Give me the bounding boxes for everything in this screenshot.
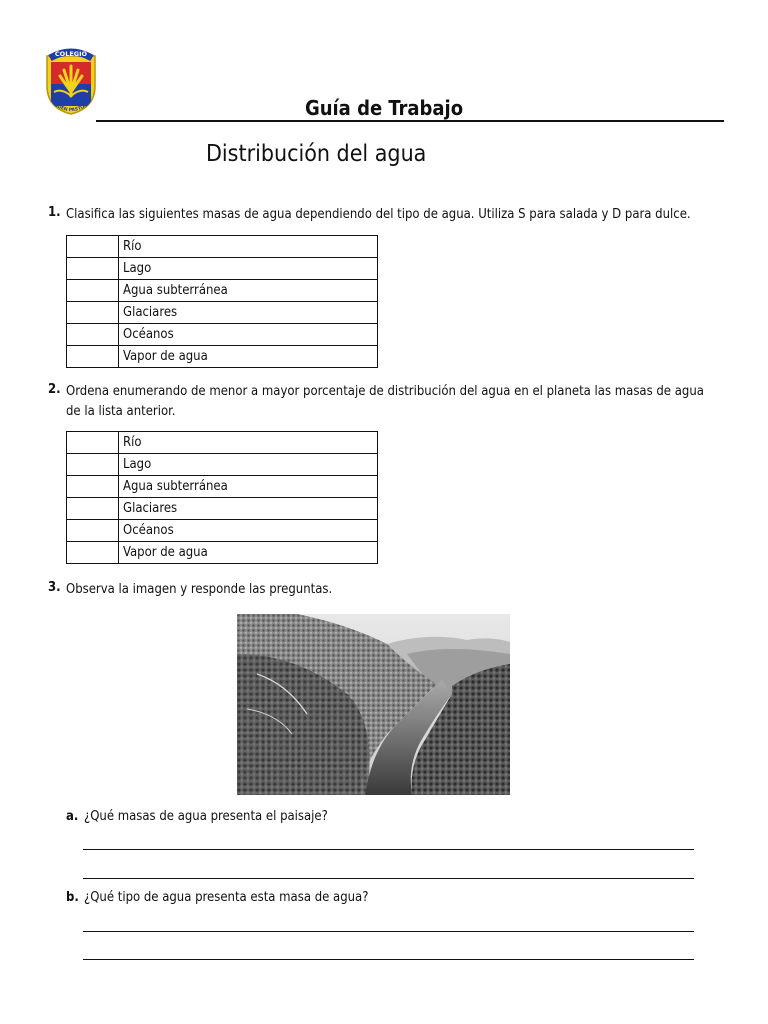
- water-body-label: Vapor de agua: [119, 542, 378, 564]
- water-body-label: Río: [119, 432, 378, 454]
- answer-cell[interactable]: [67, 346, 119, 368]
- sub-question-b: [66, 888, 368, 908]
- question-1: [48, 205, 708, 225]
- water-body-label: Vapor de agua: [119, 346, 378, 368]
- sub-question-a: [66, 807, 328, 827]
- header-rule: [96, 120, 724, 122]
- table-row: [67, 498, 378, 520]
- question-1-text: Clasifica las siguientes masas de agua dependiendo del tipo de agua. Utiliza S para salada y D para dulce.: [66, 207, 691, 222]
- crest-text-bottom: BUEN PASTOR: [53, 103, 89, 114]
- water-body-label: Agua subterránea: [119, 280, 378, 302]
- question-3-number: 3.: [48, 580, 61, 595]
- document-title: Distribución del agua: [206, 141, 427, 167]
- table-row: [67, 324, 378, 346]
- answer-line[interactable]: [83, 959, 694, 960]
- table-row: [67, 520, 378, 542]
- answer-cell[interactable]: [67, 542, 119, 564]
- sub-question-b-letter: b.: [66, 890, 79, 905]
- table-row: [67, 258, 378, 280]
- answer-cell[interactable]: [67, 498, 119, 520]
- water-body-label: Glaciares: [119, 302, 378, 324]
- water-body-label: Río: [119, 236, 378, 258]
- table-row: [67, 346, 378, 368]
- answer-line[interactable]: [83, 849, 694, 850]
- table-row: [67, 302, 378, 324]
- water-body-label: Lago: [119, 454, 378, 476]
- sub-question-a-text: ¿Qué masas de agua presenta el paisaje?: [84, 809, 328, 824]
- question-3: [48, 580, 708, 600]
- water-body-label: Glaciares: [119, 498, 378, 520]
- sub-question-a-letter: a.: [66, 809, 79, 824]
- question-3-text: Observa la imagen y responde las preguntas.: [66, 582, 333, 597]
- question-2: [48, 382, 708, 422]
- header-title: Guía de Trabajo: [304, 96, 464, 120]
- classification-table: [66, 235, 378, 368]
- answer-line[interactable]: [83, 931, 694, 932]
- table-row: [67, 476, 378, 498]
- table-row: [67, 432, 378, 454]
- water-body-label: Océanos: [119, 520, 378, 542]
- answer-cell[interactable]: [67, 258, 119, 280]
- answer-line[interactable]: [83, 878, 694, 879]
- answer-cell[interactable]: [67, 432, 119, 454]
- table-row: [67, 236, 378, 258]
- question-2-number: 2.: [48, 382, 61, 397]
- ordering-table: [66, 431, 378, 564]
- water-body-label: Océanos: [119, 324, 378, 346]
- water-body-label: Agua subterránea: [119, 476, 378, 498]
- answer-cell[interactable]: [67, 280, 119, 302]
- question-1-number: 1.: [48, 205, 61, 220]
- answer-cell[interactable]: [67, 302, 119, 324]
- crest-text-top: COLEGIO: [54, 50, 88, 58]
- answer-cell[interactable]: [67, 236, 119, 258]
- table-row: [67, 542, 378, 564]
- answer-cell[interactable]: [67, 324, 119, 346]
- answer-cell[interactable]: [67, 476, 119, 498]
- sub-question-b-text: ¿Qué tipo de agua presenta esta masa de agua?: [84, 890, 369, 905]
- table-row: [67, 280, 378, 302]
- river-canyon-photo: [237, 614, 510, 795]
- question-2-text: Ordena enumerando de menor a mayor porcentaje de distribución del agua en el planeta las masas de agua de la lista anterior.: [66, 384, 704, 419]
- water-body-label: Lago: [119, 258, 378, 280]
- table-row: [67, 454, 378, 476]
- answer-cell[interactable]: [67, 454, 119, 476]
- answer-cell[interactable]: [67, 520, 119, 542]
